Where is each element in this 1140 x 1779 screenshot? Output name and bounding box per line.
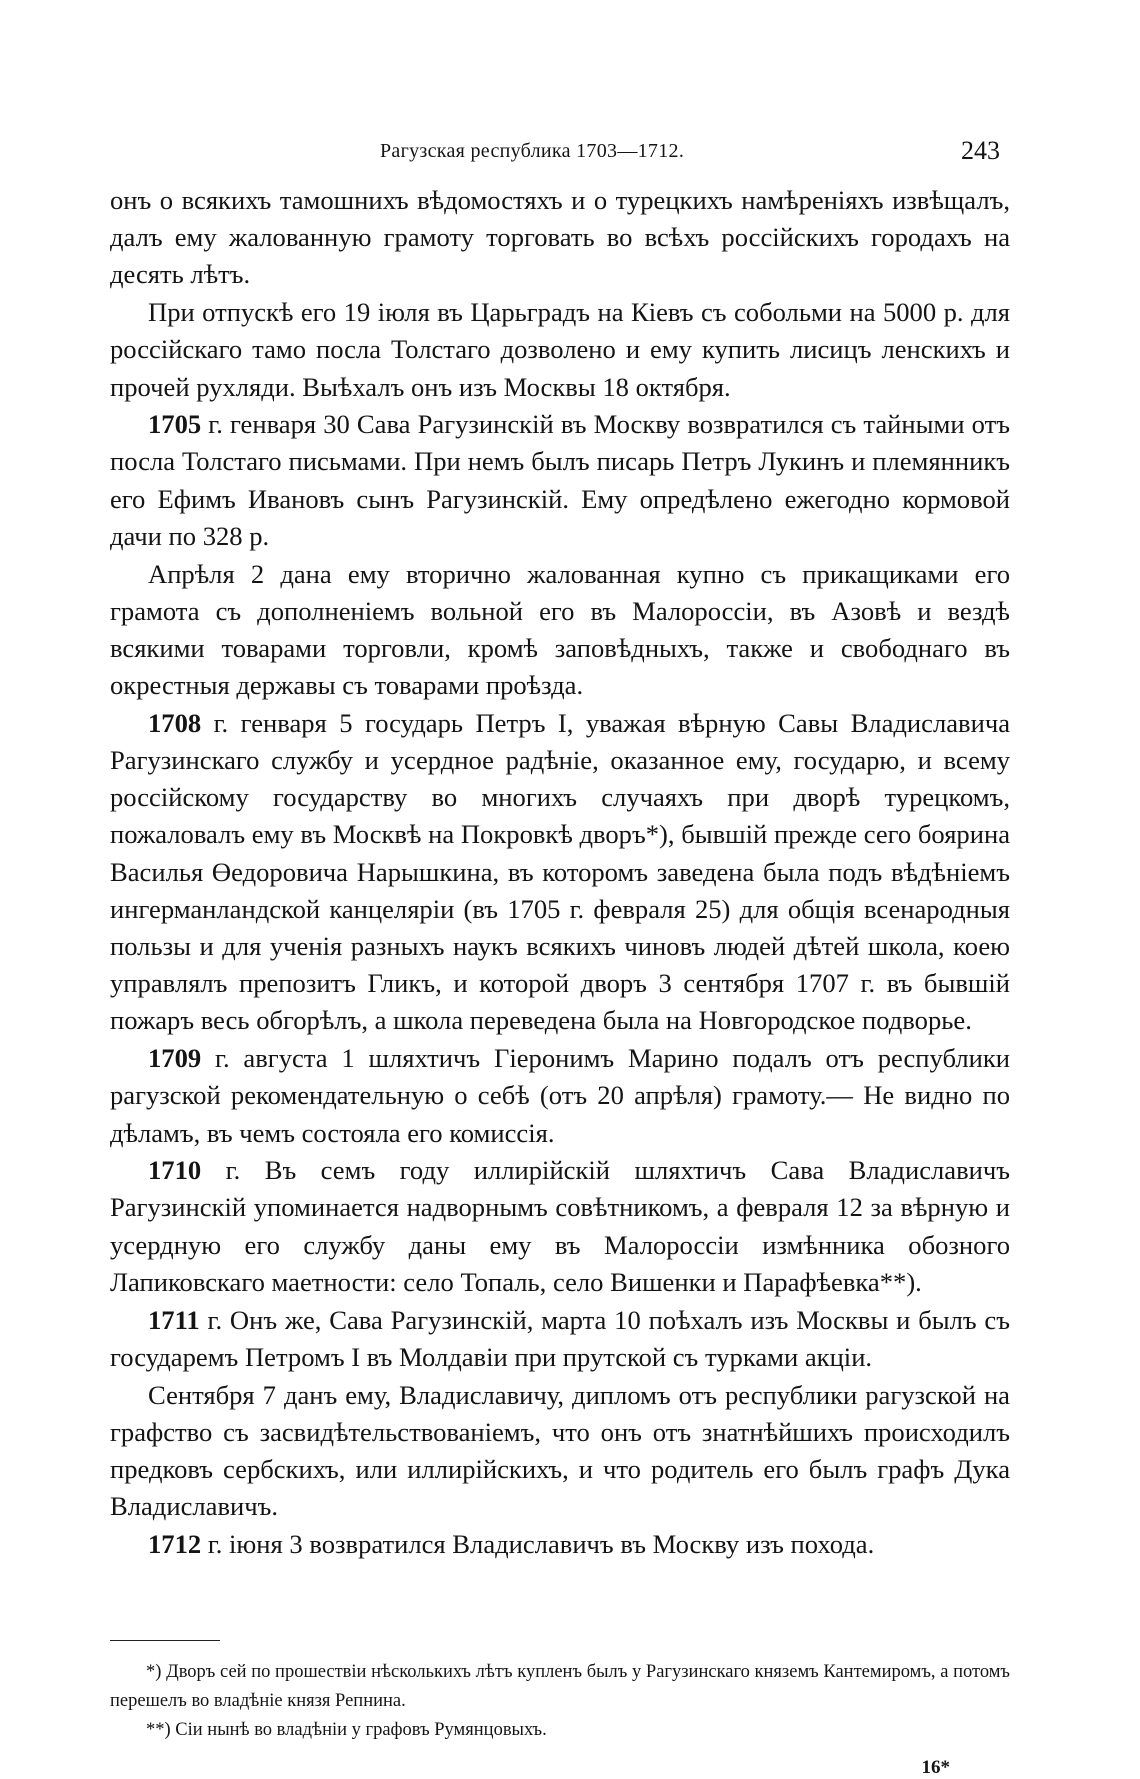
- paragraph-text: г. іюня 3 возвратился Владиславичъ въ Москву изъ похода.: [201, 1528, 875, 1559]
- paragraph: [110, 705, 1010, 1040]
- paragraph-text: Апрѣля 2 дана ему вторично жалованная купно съ прикащиками его грамота съ дополненіемъ вольной его въ Малороссіи, въ Азовѣ и вездѣ всякими товарами торговли, кромѣ заповѣдныхъ, также и свободнаго въ окрестныя державы съ товарами проѣзда.: [110, 558, 1010, 701]
- year-label: 1708: [148, 707, 202, 738]
- signature-mark: 16*: [921, 1757, 950, 1778]
- paragraph: [110, 1040, 1010, 1152]
- year-label: 1712: [148, 1528, 202, 1559]
- paragraph-text: г. августа 1 шляхтичъ Гіеронимъ Марино подалъ отъ республики рагузской рекомендательную о себѣ (отъ 20 апрѣля) грамоту.— Не видно по дѣламъ, въ чемъ состояла его комиссія.: [110, 1043, 1010, 1148]
- body-text: [110, 182, 1010, 1564]
- year-label: 1709: [148, 1043, 202, 1074]
- year-label: 1711: [148, 1304, 200, 1335]
- paragraph-text: г. генваря 5 государь Петръ I, уважая вѣрную Савы Владиславича Рагузинскаго службу и усердное радѣніе, оказанное ему, государю, и всему россійскому государству во многихъ случаяхъ при дворѣ турецкомъ, пожаловалъ ему въ Москвѣ на Покровкѣ дворъ*), бывшій прежде сего боярина Василья Өедоровича Нарышкина, въ которомъ заведена была подъ вѣдѣніемъ ингерманландской канцеляріи (въ 1705 г. февраля 25) для общія всенародныя пользы и для ученія разныхъ наукъ всякихъ чиновъ людей дѣтей школа, коею управлялъ препозитъ Гликъ, и которой дворъ 3 сентября 1707 г. въ бывшій пожаръ весь обгорѣлъ, а школа переведена была на Новгородское подворье.: [110, 707, 1010, 1036]
- year-label: 1705: [148, 409, 202, 440]
- paragraph-text: г. Онъ же, Сава Рагузинскій, марта 10 поѣхалъ изъ Москвы и былъ съ государемъ Петромъ I въ Молдавіи при прутской съ турками акціи.: [110, 1304, 1010, 1372]
- paragraph-text: г. Въ семъ году иллирійскій шляхтичъ Сава Владиславичъ Рагузинскій упоминается надворнымъ совѣтникомъ, а февраля 12 за вѣрную и усердную его службу даны ему въ Малороссіи измѣнника обозного Лапиковскаго маетности: село Топаль, село Вишенки и Парафѣевка**).: [110, 1155, 1010, 1297]
- paragraph: [110, 1526, 1010, 1563]
- year-label: 1710: [148, 1155, 202, 1186]
- book-page: [110, 0, 1010, 1778]
- paragraph: [110, 294, 1010, 406]
- footnote-2: **) Сіи нынѣ во владѣніи у графовъ Румянцовыхъ.: [146, 1720, 547, 1740]
- paragraph: [110, 182, 1010, 294]
- paragraph-text: При отпускѣ его 19 іюля въ Царьградъ на Кіевъ съ собольми на 5000 р. для россійскаго тамо посла Толстаго дозволено и ему купить лисицъ ленскихъ и прочей рухляди. Выѣхалъ онъ изъ Москвы 18 октября.: [110, 297, 1010, 402]
- paragraph: [110, 1152, 1010, 1301]
- paragraph: [110, 406, 1010, 555]
- running-head: [110, 136, 1010, 170]
- page-number: 243: [961, 136, 1000, 165]
- running-title: Рагузская республика 1703—1712.: [380, 140, 685, 162]
- paragraph: [110, 1377, 1010, 1526]
- footnotes: [110, 1658, 1010, 1745]
- paragraph-text: онъ о всякихъ тамошнихъ вѣдомостяхъ и о турецкихъ намѣреніяхъ извѣщалъ, далъ ему жалованную грамоту торговать во всѣхъ россійскихъ городахъ на десять лѣтъ.: [110, 185, 1010, 290]
- footnote-rule: [110, 1640, 220, 1641]
- paragraph: [110, 556, 1010, 705]
- paragraph-text: г. генваря 30 Сава Рагузинскій въ Москву возвратился съ тайными отъ посла Толстаго письмами. При немъ былъ писарь Петръ Лукинъ и племянникъ его Ефимъ Ивановъ сынъ Рагузинскій. Ему опредѣлено ежегодно кормовой дачи по 328 р.: [110, 409, 1010, 551]
- footnote-1: *) Дворъ сей по прошествіи нѣсколькихъ лѣтъ купленъ былъ у Рагузинскаго княземъ Кантемиромъ, а потомъ перешелъ во владѣніе князя Репнина.: [110, 1662, 1010, 1711]
- paragraph-text: Сентября 7 данъ ему, Владиславичу, дипломъ отъ республики рагузской на графство съ засвидѣтельствованіемъ, что онъ отъ знатнѣйшихъ происходилъ предковъ сербскихъ, или иллирійскихъ, и что родитель его былъ графъ Дука Владиславичъ.: [110, 1379, 1010, 1522]
- paragraph: [110, 1302, 1010, 1376]
